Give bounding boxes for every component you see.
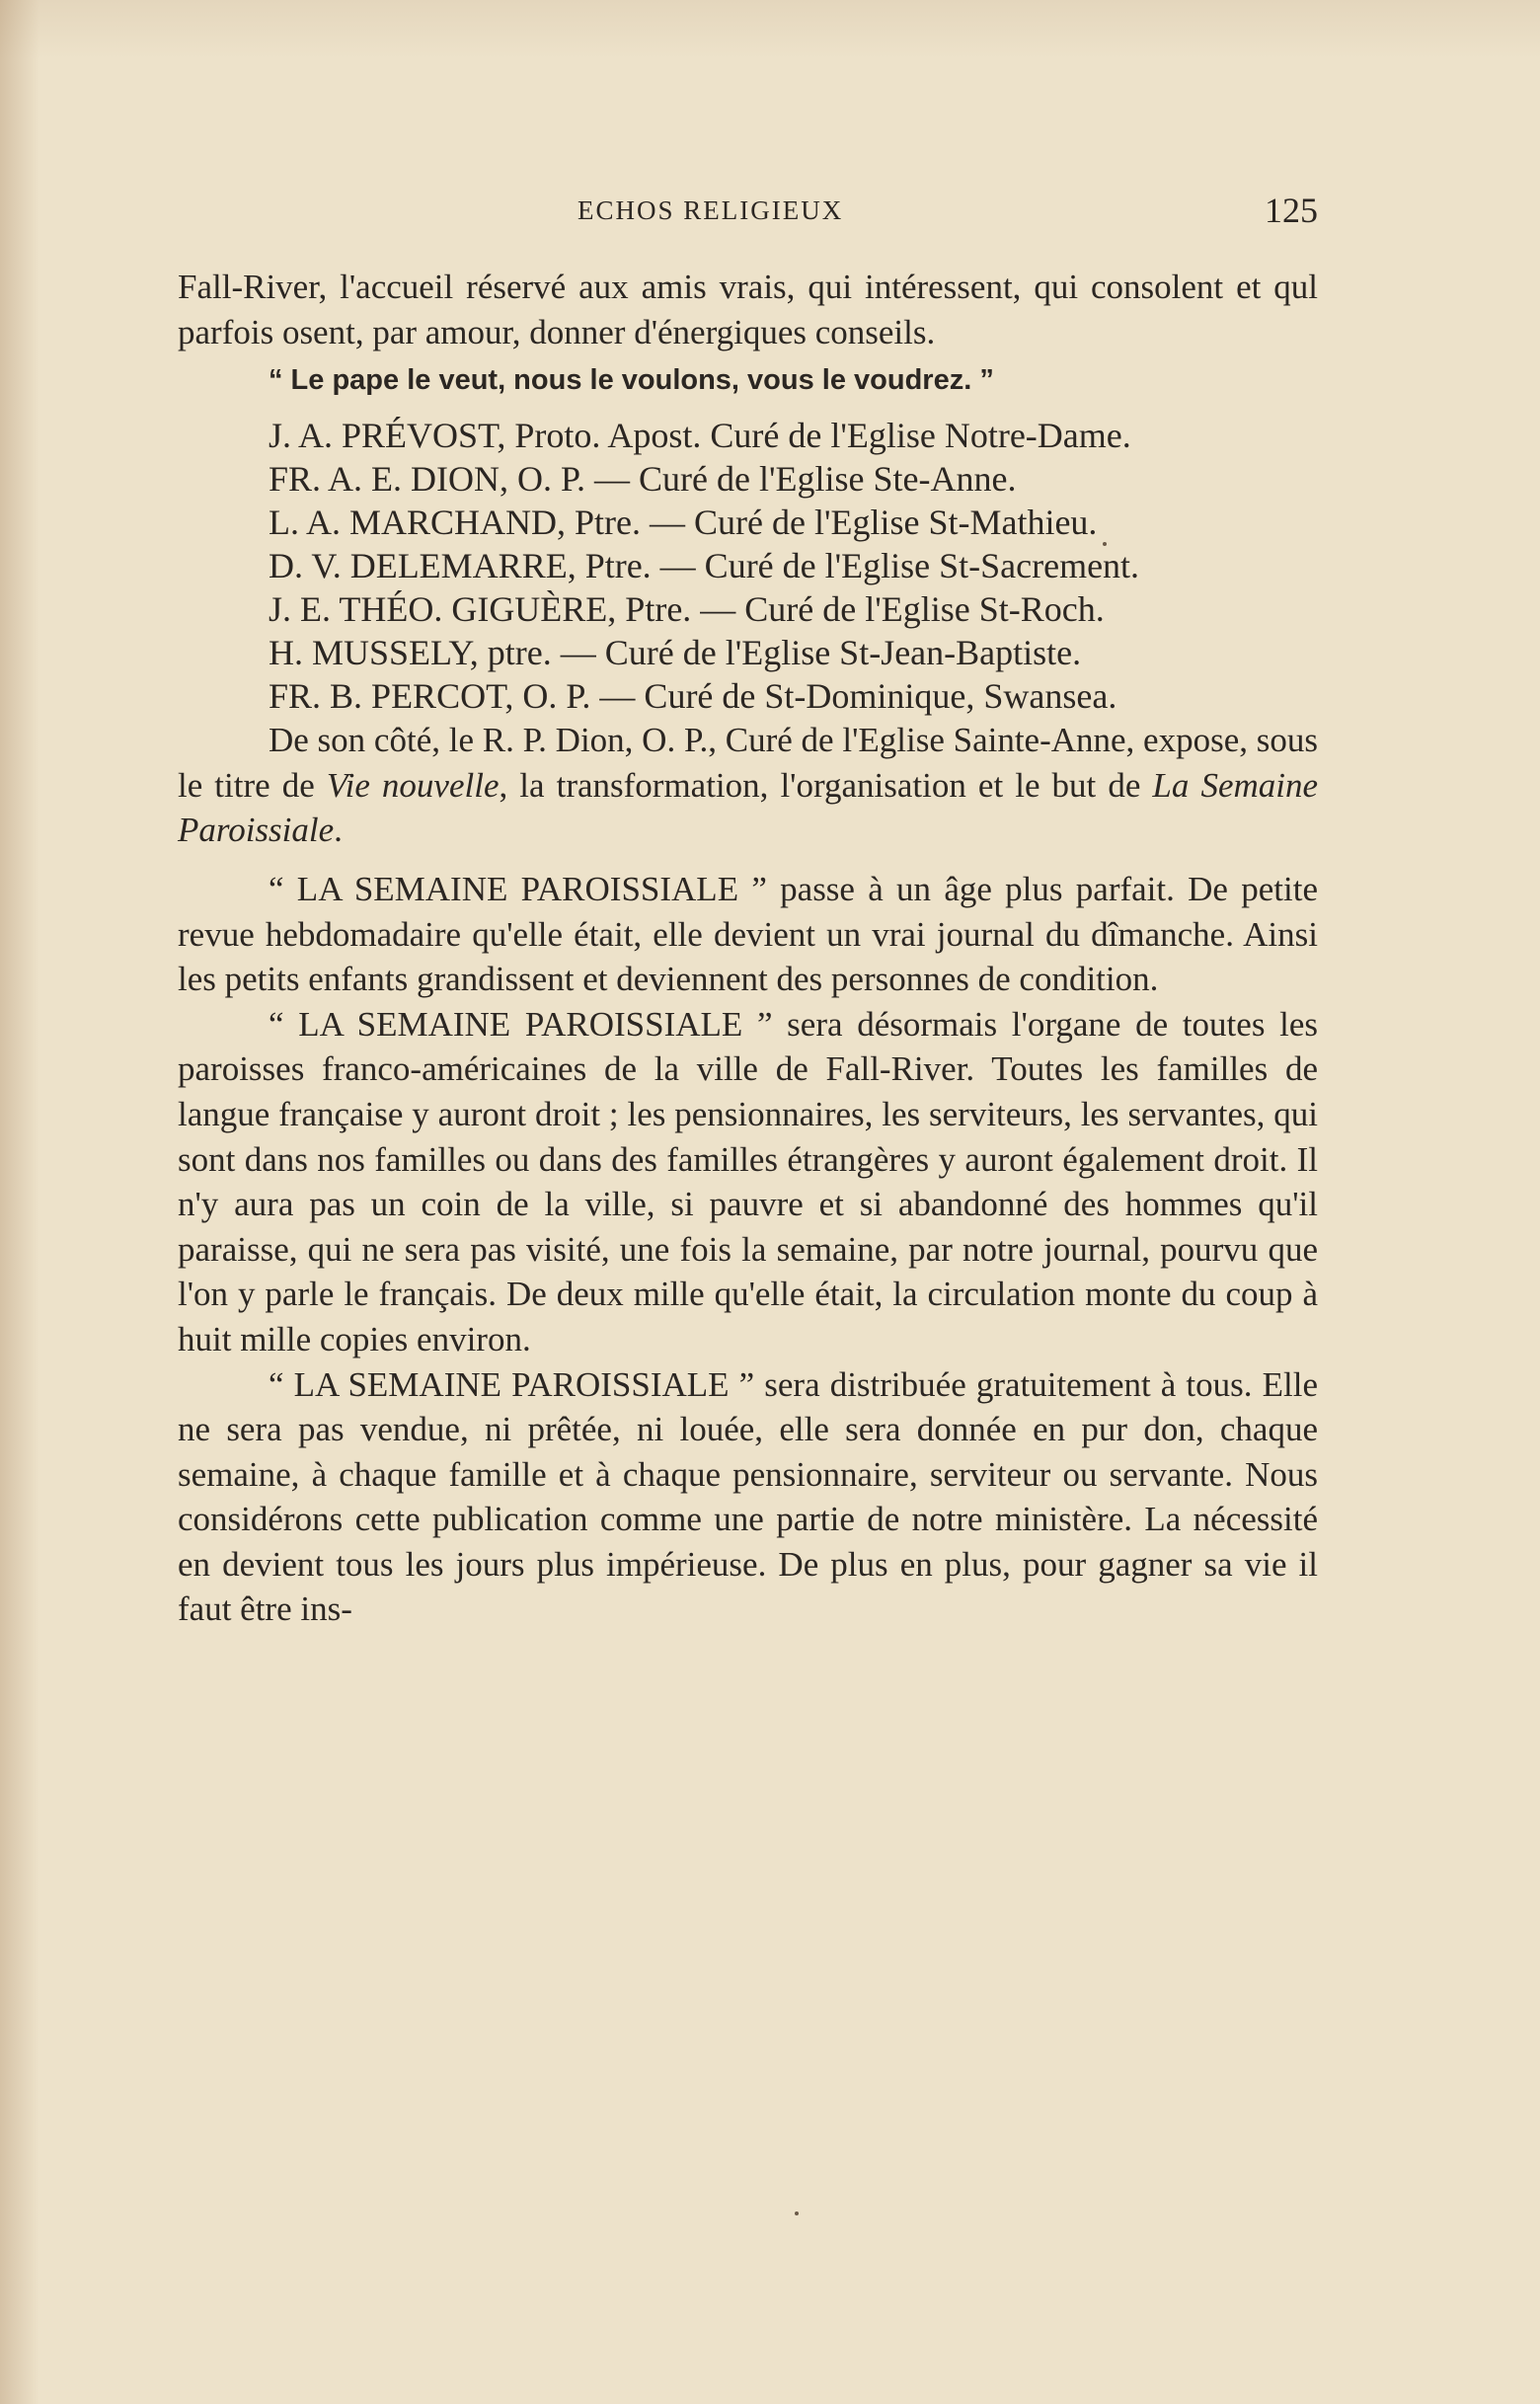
signatory-marchand: L. A. MARCHAND, Ptre. — Curé de l'Eglise St-Mathieu. bbox=[269, 503, 1098, 543]
signatory-prevost: J. A. PRÉVOST, Proto. Apost. Curé de l'Eglise Notre-Dame. bbox=[269, 416, 1131, 456]
dion-text-after: . bbox=[334, 811, 343, 850]
dion-text-before: De son côté, le R. P. Dion, O. P., Curé de l'Eglise Sainte-Anne, expose, sous le titre de bbox=[178, 721, 1318, 805]
page-header bbox=[178, 192, 1318, 239]
signatory-mussely: H. MUSSELY, ptre. — Curé de l'Eglise St-Jean-Baptiste. bbox=[269, 633, 1082, 673]
paragraph-age-plus-parfait: “ LA SEMAINE PAROISSIALE ” passe à un âge plus parfait. De petite revue hebdomadaire qu'elle était, elle devient un vrai journal du dîmanche. Ainsi les petits enfants grandissent et deviennent des personnes de condition. bbox=[178, 869, 1318, 999]
title-semaine-paroissiale: La Semaine Paroissiale bbox=[178, 765, 1319, 850]
paragraph-organe: “ LA SEMAINE PAROISSIALE ” sera désormais l'organe de toutes les paroisses franco-américaines de la ville de Fall-River. Toutes les familles de langue française y auront droit ; les pensionnaires, les serviteurs, les servantes, qui sont dans nos familles ou dans des familles étrangères y auront également droit. Il n'y aura pas un coin de la ville, si pauvre et si abandonné des hommes qu'il paraisse, qui ne sera pas visité, une fois la semaine, par notre journal, pourvu que l'on y parle le français. De deux mille qu'elle était, la circulation monte du coup à huit mille copies environ. bbox=[178, 1004, 1318, 1358]
page-body bbox=[178, 265, 1318, 1632]
signatory-percot: FR. B. PERCOT, O. P. — Curé de St-Dominique, Swansea. bbox=[269, 676, 1117, 717]
page-number: 125 bbox=[1265, 191, 1318, 230]
title-vie-nouvelle: Vie nouvelle bbox=[326, 765, 500, 805]
ink-speck bbox=[795, 2211, 799, 2215]
dion-text-middle: , la transformation, l'organisation et le but de bbox=[499, 765, 1153, 805]
signatory-dion: FR. A. E. DION, O. P. — Curé de l'Eglise Ste-Anne. bbox=[269, 459, 1017, 500]
paragraph-dion-expose bbox=[178, 718, 1318, 853]
ink-speck bbox=[1103, 542, 1107, 546]
paragraph-continuation: Fall-River, l'accueil réservé aux amis vrais, qui intéressent, qui consolent et qul parfois osent, par amour, donner d'énergiques conseils. bbox=[178, 268, 1318, 351]
running-head: ECHOS RELIGIEUX bbox=[578, 195, 844, 225]
pope-quote: “ Le pape le veut, nous le voulons, vous le voudrez. ” bbox=[269, 364, 994, 397]
paragraph-distribution: “ LA SEMAINE PAROISSIALE ” sera distribuée gratuitement à tous. Elle ne sera pas vendue, ni prêtée, ni louée, elle sera donnée en pur don, chaque semaine, à chaque famille et à chaque pensionnaire, serviteur ou servante. Nous considérons cette publication comme une partie de notre ministère. La nécessité en devient tous les jours plus impérieuse. De plus en plus, pour gagner sa vie il faut être ins- bbox=[178, 1364, 1318, 1629]
signatory-delemarre: D. V. DELEMARRE, Ptre. — Curé de l'Eglise St-Sacrement. bbox=[269, 546, 1140, 586]
signatory-giguere: J. E. THÉO. GIGUÈRE, Ptre. — Curé de l'Eglise St-Roch. bbox=[269, 589, 1105, 630]
